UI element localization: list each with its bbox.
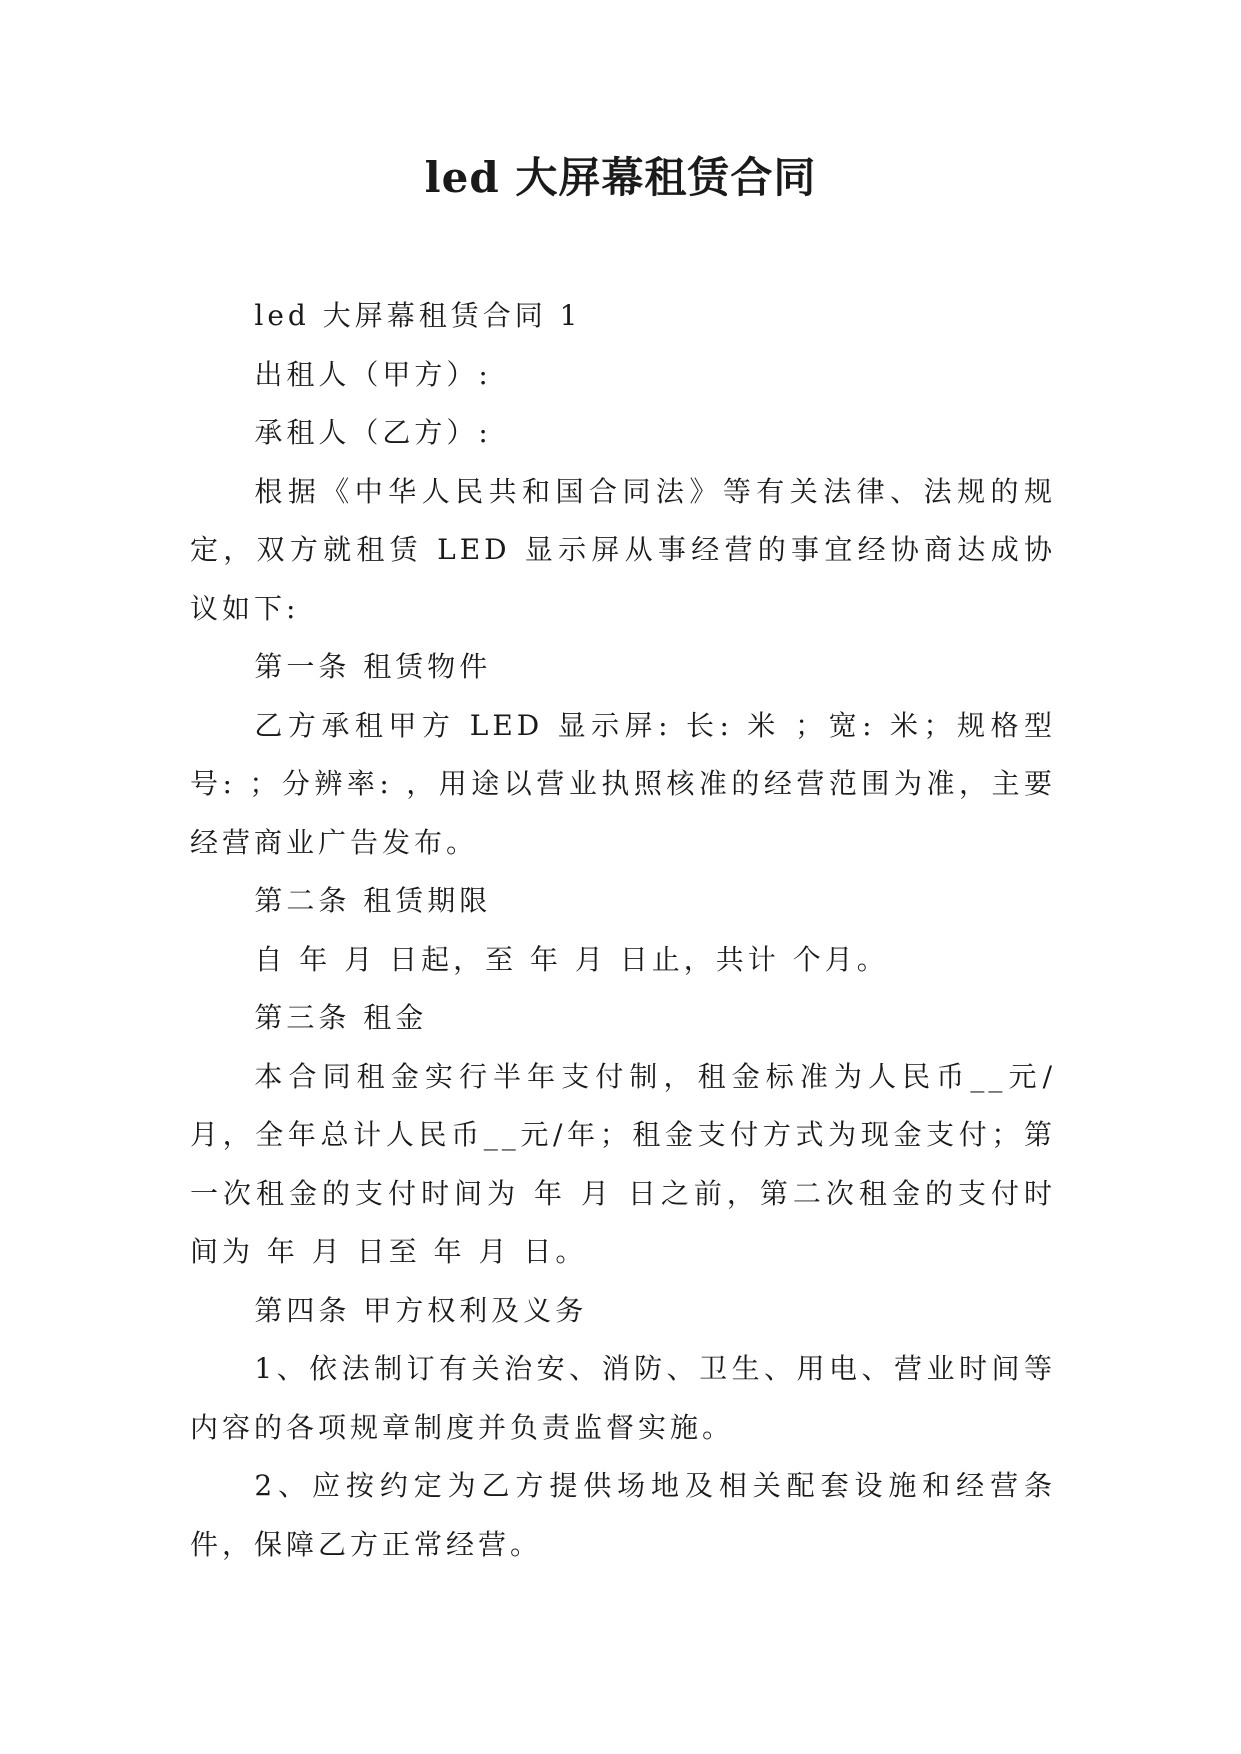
article-4-item-2: 2、应按约定为乙方提供场地及相关配套设施和经营条件，保障乙方正常经营。 [190, 1469, 1056, 1561]
article-3-heading: 第三条 租金 [254, 1001, 428, 1034]
article-4-item-1: 1、依法制订有关治安、消防、卫生、用电、营业时间等内容的各项规章制度并负责监督实施。 [190, 1352, 1056, 1444]
article-3-text: 本合同租金实行半年支付制，租金标准为人民币__元/月，全年总计人民币__元/年；租金支付方式为现金支付；第一次租金的支付时间为 年 月 日之前，第二次租金的支付时间为 年 月 日至 年 月 日。 [190, 1059, 1056, 1268]
document-body [190, 287, 1056, 1574]
document-title: led 大屏幕租赁合同 [424, 153, 817, 202]
lessee-line: 承租人（乙方）: [254, 416, 492, 449]
article-2-text: 自 年 月 日起，至 年 月 日止，共计 个月。 [254, 942, 889, 976]
article-1-text: 乙方承租甲方 LED 显示屏: 长: 米 ；宽: 米；规格型号: ；分辨率: ，用途以营业执照核准的经营范围为准，主要经营商业广告发布。 [190, 708, 1056, 859]
lessor-line: 出租人（甲方）: [254, 357, 492, 391]
preamble-paragraph: 根据《中华人民共和国合同法》等有关法律、法规的规定，双方就租赁 LED 显示屏从事经营的事宜经协商达成协议如下: [190, 474, 1056, 625]
article-4-heading: 第四条 甲方权利及义务 [254, 1293, 588, 1327]
article-1-heading: 第一条 租赁物件 [254, 650, 492, 683]
article-2-heading: 第二条 租赁期限 [254, 884, 492, 917]
contract-heading: led 大屏幕租赁合同 1 [254, 299, 582, 332]
